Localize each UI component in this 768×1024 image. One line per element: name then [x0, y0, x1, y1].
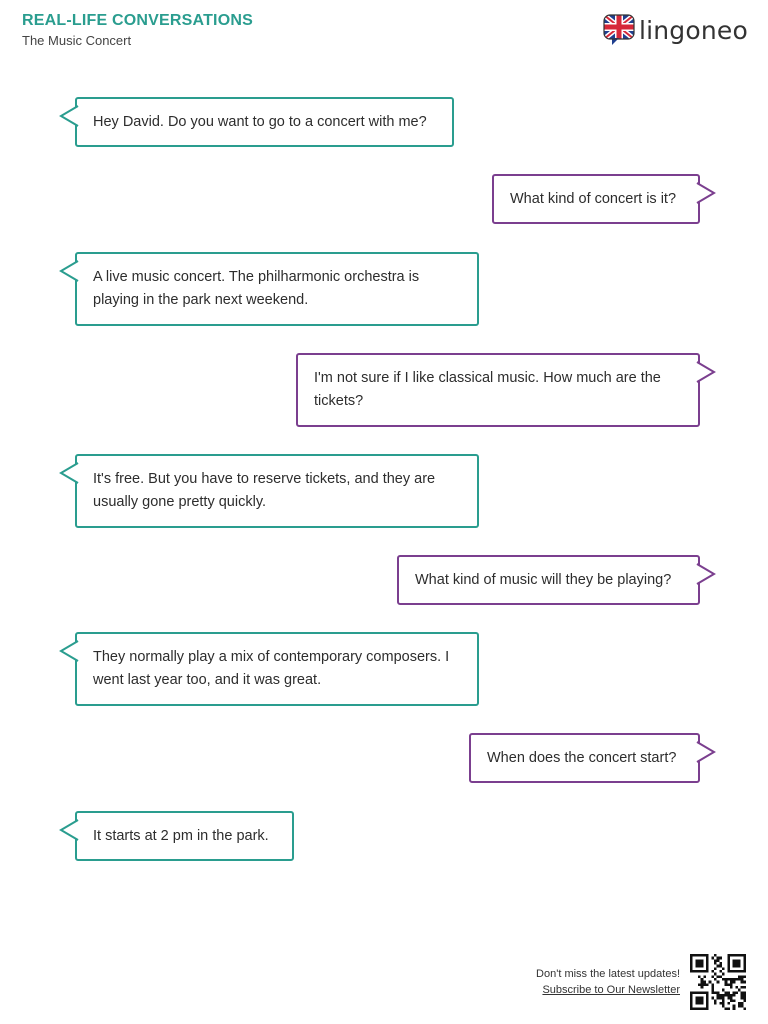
chat-bubble-text: Hey David. Do you want to go to a concert with me? [93, 113, 427, 130]
bubble-tail-icon [696, 740, 717, 766]
chat-bubble-text: A live music concert. The philharmonic orchestra is playing in the park next weekend. [93, 269, 420, 308]
bubble-tail-icon [58, 104, 79, 130]
chat-bubble-right [296, 353, 700, 427]
bubble-tail-icon [696, 562, 717, 588]
footer-updates-text: Don't miss the latest updates! [536, 968, 680, 980]
chat-bubble-left [75, 97, 454, 147]
chat-bubble-text: It starts at 2 pm in the park. [93, 827, 269, 844]
qr-code-icon[interactable] [690, 954, 746, 1010]
bubble-tail-icon [58, 818, 79, 844]
logo-text: lingoneo [638, 15, 748, 45]
chat-bubble-text: When does the concert start? [487, 749, 677, 766]
chat-bubble-right [469, 733, 700, 783]
chat-bubble-text: It's free. But you have to reserve tickets, and they are usually gone pretty quickly. [93, 471, 436, 510]
uk-flag-speech-bubble-icon [603, 14, 635, 46]
chat-bubble-text: What kind of music will they be playing? [415, 571, 672, 588]
newsletter-link[interactable]: Subscribe to Our Newsletter [542, 984, 680, 996]
chat-bubble-left [75, 252, 479, 326]
chat-bubble-text: I'm not sure if I like classical music. How much are the tickets? [314, 370, 661, 409]
bubble-tail-icon [58, 639, 79, 665]
chat-bubble-text: What kind of concert is it? [510, 190, 677, 207]
chat-bubble-right [492, 174, 700, 224]
bubble-tail-icon [696, 181, 717, 207]
chat-bubble-right [397, 555, 700, 605]
bubble-tail-icon [696, 360, 717, 386]
chat-bubble-left [75, 454, 479, 528]
chat-bubble-left [75, 811, 294, 861]
bubble-tail-icon [58, 259, 79, 285]
chat-bubble-left [75, 632, 479, 706]
logo[interactable] [603, 14, 748, 46]
header-title: REAL-LIFE CONVERSATIONS [22, 12, 253, 29]
header-subtitle: The Music Concert [22, 33, 132, 48]
chat-bubble-text: They normally play a mix of contemporary composers. I went last year too, and it was great. [93, 649, 450, 688]
bubble-tail-icon [58, 461, 79, 487]
